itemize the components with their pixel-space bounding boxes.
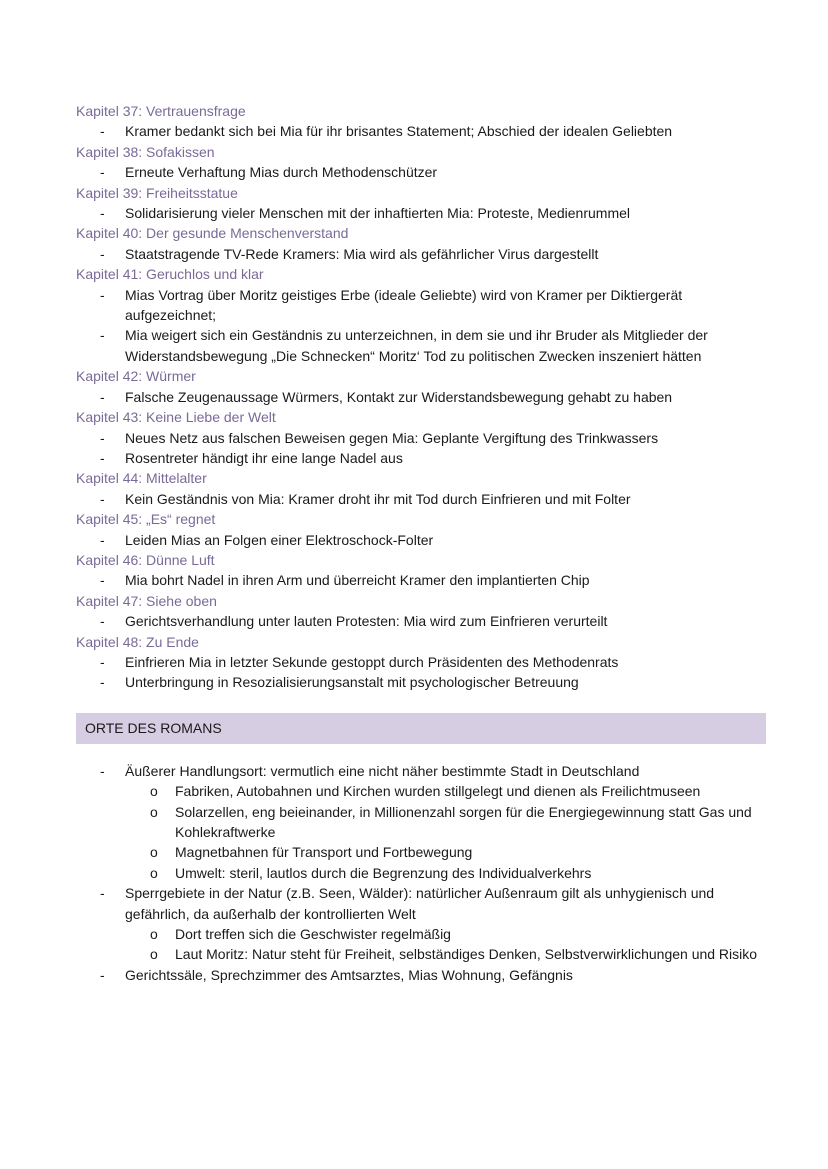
chapter-item-text: Mia bohrt Nadel in ihren Arm und überreicht Kramer den implantierten Chip [125, 572, 590, 589]
dash-bullet: - [100, 674, 105, 691]
dash-bullet: - [100, 762, 105, 779]
section-subitem-text: Umwelt: steril, lautlos durch die Begrenzung des Individualverkehrs [175, 864, 592, 881]
section-subitem-text: Fabriken, Autobahnen und Kirchen wurden stillgelegt und dienen als Freilichtmuseen [175, 783, 701, 800]
chapter-heading: Kapitel 40: Der gesunde Menschenverstand [76, 225, 349, 242]
section-subitem [76, 802, 766, 843]
section-subitem [76, 781, 766, 801]
chapter-item-text: Gerichtsverhandlung unter lauten Protesten: Mia wird zum Einfrieren verurteilt [125, 613, 608, 630]
chapter-item-text: Erneute Verhaftung Mias durch Methodenschützer [125, 164, 438, 181]
section-subitem [76, 842, 766, 862]
chapter-item [76, 570, 766, 590]
chapter-item-text: Rosentreter händigt ihr eine lange Nadel aus [125, 449, 403, 466]
section-heading: ORTE DES ROMANS [76, 713, 766, 744]
dash-bullet: - [100, 966, 105, 983]
dash-bullet: - [100, 286, 105, 303]
section-item [76, 965, 766, 985]
chapter-item-text: Solidarisierung vieler Menschen mit der inhaftierten Mia: Proteste, Medienrummel [125, 205, 630, 222]
chapter-item [76, 162, 766, 182]
circle-bullet: o [150, 864, 158, 881]
chapter-item-text: Unterbringung in Resozialisierungsanstalt mit psychologischer Betreuung [125, 674, 579, 691]
chapter-list [76, 101, 766, 693]
section-item-text: Gerichtssäle, Sprechzimmer des Amtsarztes, Mias Wohnung, Gefängnis [125, 966, 573, 983]
chapter-heading: Kapitel 37: Vertrauensfrage [76, 103, 246, 119]
section-subitem [76, 924, 766, 944]
chapter-item [76, 672, 766, 692]
section-subitem-text: Laut Moritz: Natur steht für Freiheit, selbständiges Denken, Selbstverwirklichungen und Risiko [175, 946, 758, 963]
section-item-text: Sperrgebiete in der Natur (z.B. Seen, Wälder): natürlicher Außenraum gilt als unhygienisch und gefährlich, da außerhalb der kontrollierten Welt [125, 885, 715, 922]
chapter-heading: Kapitel 39: Freiheitsstatue [76, 184, 238, 201]
circle-bullet: o [150, 926, 158, 943]
chapter-heading: Kapitel 45: „Es“ regnet [76, 511, 216, 528]
circle-bullet: o [150, 844, 158, 861]
section-item [76, 883, 766, 924]
section-list [76, 761, 766, 985]
dash-bullet: - [100, 327, 105, 344]
chapter-item [76, 652, 766, 672]
chapter-item-text: Neues Netz aus falschen Beweisen gegen Mia: Geplante Vergiftung des Trinkwassers [125, 429, 659, 446]
chapter-item [76, 448, 766, 468]
chapter-heading: Kapitel 42: Würmer [76, 368, 196, 385]
dash-bullet: - [100, 429, 105, 446]
dash-bullet: - [100, 572, 105, 589]
section-subitem [76, 944, 766, 964]
dash-bullet: - [100, 885, 105, 902]
circle-bullet: o [150, 946, 158, 963]
chapter-heading: Kapitel 44: Mittelalter [76, 470, 207, 487]
dash-bullet: - [100, 613, 105, 630]
chapter-heading: Kapitel 38: Sofakissen [76, 143, 215, 160]
chapter-heading: Kapitel 47: Siehe oben [76, 592, 217, 609]
chapter-item-text: Mias Vortrag über Moritz geistiges Erbe (ideale Geliebte) wird von Kramer per Diktiergerät aufgezeichnet; [125, 286, 683, 324]
chapter-heading: Kapitel 46: Dünne Luft [76, 551, 215, 568]
section-subitem-text: Solarzellen, eng beieinander, in Millionenzahl sorgen für die Energiegewinnung statt Gas und Kohlekraftwerke [175, 803, 752, 840]
section-item-text: Äußerer Handlungsort: vermutlich eine nicht näher bestimmte Stadt in Deutschland [125, 762, 640, 779]
chapter-item [76, 530, 766, 550]
dash-bullet: - [100, 449, 105, 466]
content [76, 101, 766, 985]
chapter-heading: Kapitel 41: Geruchlos und klar [76, 266, 264, 283]
dash-bullet: - [100, 653, 105, 670]
chapter-item [76, 325, 766, 366]
chapter-item-text: Falsche Zeugenaussage Würmers, Kontakt zur Widerstandsbewegung gehabt zu haben [125, 388, 673, 405]
section-subitem [76, 863, 766, 883]
dash-bullet: - [100, 245, 105, 262]
section-item [76, 761, 766, 781]
chapter-item-text: Kein Geständnis von Mia: Kramer droht ihr mit Tod durch Einfrieren und mit Folter [125, 490, 631, 507]
section-subitem-text: Dort treffen sich die Geschwister regelmäßig [175, 926, 451, 943]
chapter-heading: Kapitel 48: Zu Ende [76, 633, 199, 650]
chapter-item-text: Kramer bedankt sich bei Mia für ihr brisantes Statement; Abschied der idealen Geliebten [125, 123, 673, 140]
dash-bullet: - [100, 490, 105, 507]
chapter-item-text: Leiden Mias an Folgen einer Elektroschock-Folter [125, 531, 434, 548]
dash-bullet: - [100, 123, 105, 140]
chapter-item [76, 121, 766, 141]
circle-bullet: o [150, 803, 158, 820]
chapter-item [76, 203, 766, 223]
chapter-item-text: Mia weigert sich ein Geständnis zu unterzeichnen, in dem sie und ihr Bruder als Mitglieder der Widerstandsbewegung „Die Schnecken“ Moritz‘ Tod zu politischen Zwecken inszeniert hätten [125, 327, 708, 364]
dash-bullet: - [100, 205, 105, 222]
chapter-item-text: Staatstragende TV-Rede Kramers: Mia wird als gefährlicher Virus dargestellt [125, 245, 599, 262]
dash-bullet: - [100, 164, 105, 181]
dash-bullet: - [100, 531, 105, 548]
chapter-item [76, 244, 766, 264]
chapter-item [76, 387, 766, 407]
chapter-item-text: Einfrieren Mia in letzter Sekunde gestoppt durch Präsidenten des Methodenrats [125, 653, 619, 670]
circle-bullet: o [150, 783, 158, 800]
chapter-item [76, 428, 766, 448]
section-subitem-text: Magnetbahnen für Transport und Fortbewegung [175, 844, 473, 861]
chapter-item [76, 611, 766, 631]
chapter-heading: Kapitel 43: Keine Liebe der Welt [76, 409, 276, 426]
section-gap [76, 693, 766, 713]
chapter-item [76, 285, 766, 326]
dash-bullet: - [100, 388, 105, 405]
chapter-item [76, 489, 766, 509]
